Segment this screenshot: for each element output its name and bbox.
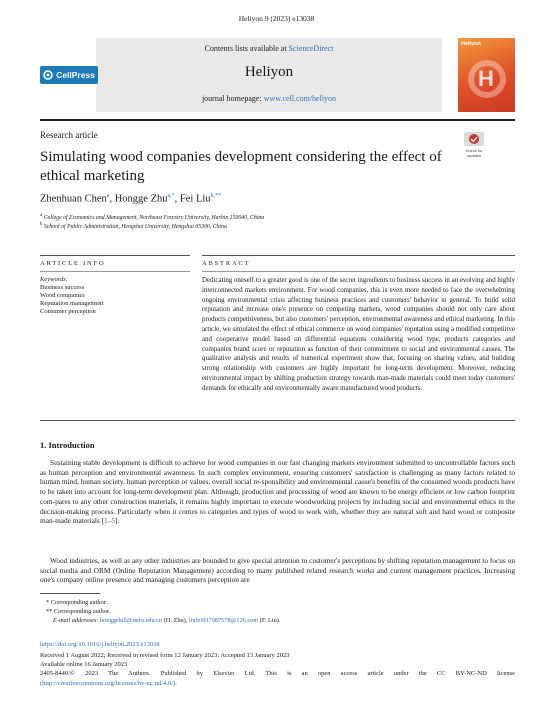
intro-paragraph-2: Wood industries, as well as any other industries are bounded to give special attention to customer's perceptions by shifting reputation management to focus on social media and ORM (Online Reputation Management) according to many published related research works and current management practices. Increasing one's company online presence and managing customers perception are bbox=[40, 556, 515, 585]
keywords-label: Keywords: bbox=[40, 276, 68, 283]
article-info-label: ARTICLE INFO bbox=[40, 260, 106, 267]
affiliation-sup: b bbox=[40, 222, 43, 227]
abstract-text: Dedicating oneself to a greater good is one of the secret ingredients to business success in an evolving and highly interconnected markets environment. For wood companies, this is even more needed to face the overwhelming ongoing environmental crisis affecting business practices and customers' behavior in general. To build solid reputation and increase one's presence on competing markets, wood companies should not only care about products competitiveness, but also customers' perception, environmental awareness and ethical marketing. In this article, we simulated the effect of ethical commerce on wood companies' reputation using a modified competitive and cooperative model based on differential equations considering wood type, products categories and companies brand score or reputation as function of their commitment to social and environmental causes. The qualitative analysis and results of numerical experiment show that, focusing on sharing values, and building strong relationship with customers are highly important for long-term development. Moreover, reducing environmental impact by shifting production strategy towards man-made materials could meet today customers' demands for ethically and environmentally aware manufactured wood products. bbox=[202, 277, 515, 392]
cellpress-icon bbox=[43, 70, 53, 80]
journal-cover[interactable] bbox=[458, 38, 515, 112]
author-list: Zhenhuan Chen$^a$, Hongge Zhu$^{a,*}$, Fei Liu$^{b,**}$ bbox=[40, 193, 222, 205]
homepage-line bbox=[96, 94, 442, 103]
affiliation bbox=[40, 222, 227, 230]
abstract-rule bbox=[202, 255, 515, 256]
keyword: Wood companies bbox=[40, 292, 85, 299]
sciencedirect-link[interactable]: ScienceDirect bbox=[288, 44, 334, 53]
contents-prefix: Contents lists available at bbox=[204, 44, 289, 53]
author-name[interactable]: Zhenhuan Chen bbox=[40, 193, 107, 205]
author-sup[interactable]: a,* bbox=[167, 193, 175, 199]
running-head: Heliyon 9 (2023) e13038 bbox=[238, 14, 315, 23]
footnote-corresponding: * Corresponding author. bbox=[46, 599, 108, 606]
footnote-corresponding: ** Corresponding author. bbox=[46, 608, 111, 615]
footnote-rule bbox=[40, 593, 100, 594]
affiliation-text: School of Public Administration, Hengshui University, Hengshui 05300, China bbox=[43, 223, 227, 230]
affiliation bbox=[40, 213, 264, 221]
abstract-rule-inner bbox=[202, 271, 515, 272]
affiliation-text: College of Economics and Management, Northeast Forestry University, Harbin 150040, China bbox=[43, 214, 265, 221]
article-type: Research article bbox=[40, 130, 98, 140]
affiliation-sup: a bbox=[40, 213, 43, 218]
cellpress-logo-text: CellPress bbox=[56, 70, 95, 80]
homepage-prefix: journal homepage: bbox=[201, 94, 264, 103]
info-rule bbox=[40, 255, 190, 256]
paragraph-text-end: ]. bbox=[115, 516, 120, 526]
cellpress-logo[interactable] bbox=[40, 66, 98, 84]
paragraph-text: Sustaining stable development is difficult to achieve for wood companies in our fast changing markets environment submitted to uncontrollable factors such as human perception and environmental awareness. In such complex environment, ensuring customers' satisfaction is challenging as many factors related to human mind, human society, human perception or values, overall social re-sponsibility and environmental cause's benefits of the consumed woods products have to be taken into account for long-term development plan. Although, production and processing of wood are known to be energy efficient or low carbon footprint com-pares to any other construction materials, it remains highly important to execute woodworking projects by including social and environmental ethics in the decision-making process. Particularly when it comes to categories and types of wood to work with, whether they are natural soft and hard wood or composite man-made materials [ bbox=[40, 458, 515, 526]
citation-link[interactable]: 1–5 bbox=[104, 516, 116, 526]
email-label: E-mail addresses: bbox=[53, 617, 100, 624]
section-heading: 1. Introduction bbox=[40, 440, 95, 450]
available-online: Available online 16 January 2023 bbox=[40, 661, 128, 668]
cover-title: Heliyon bbox=[461, 41, 481, 47]
license-text: 2405-8440/© 2023 The Authors. Published by Elsevier Ltd. This is an open access article under the CC BY-NC-ND license bbox=[40, 670, 515, 677]
author-name[interactable]: Hongge Zhu bbox=[114, 193, 168, 205]
email-owner: (H. Zhu), bbox=[162, 617, 189, 624]
abstract-label: ABSTRACT bbox=[202, 260, 251, 267]
keyword: Reputation management bbox=[40, 300, 104, 307]
article-title: Simulating wood companies development considering the effect of ethical marketing bbox=[40, 149, 442, 184]
homepage-link[interactable]: www.cell.com/heliyon bbox=[263, 94, 337, 103]
abstract-end-rule bbox=[40, 420, 515, 421]
header-divider bbox=[40, 119, 515, 121]
cover-letter: H bbox=[478, 66, 494, 91]
info-rule-inner bbox=[40, 271, 190, 272]
email-owner: (F. Liu). bbox=[258, 617, 281, 624]
intro-paragraph-1 bbox=[40, 458, 515, 526]
contents-line bbox=[96, 44, 442, 53]
email-link[interactable]: honggebill@nefu.edu.cn bbox=[100, 617, 163, 624]
journal-name: Heliyon bbox=[244, 64, 294, 80]
received-dates: Received 1 August 2022; Received in revised form 12 January 2023; Accepted 13 January 2023 bbox=[40, 652, 290, 659]
author-sup[interactable]: a bbox=[106, 193, 110, 199]
footnote-emails bbox=[53, 617, 280, 624]
license-link[interactable]: (http://creativecommons.org/licenses/by-nc-nd/4.0/). bbox=[40, 680, 177, 687]
email-link[interactable]: liufei937087578@126.com bbox=[188, 617, 259, 624]
keyword: Consumer perception bbox=[40, 308, 96, 315]
check-for-updates-label[interactable]: Check for updates bbox=[465, 148, 483, 158]
doi-link[interactable]: https://doi.org/10.1016/j.heliyon.2023.e13038 bbox=[40, 641, 160, 648]
author-name[interactable]: Fei Liu bbox=[179, 193, 211, 205]
keyword: Business success bbox=[40, 284, 85, 291]
author-sup[interactable]: b,** bbox=[210, 193, 222, 199]
